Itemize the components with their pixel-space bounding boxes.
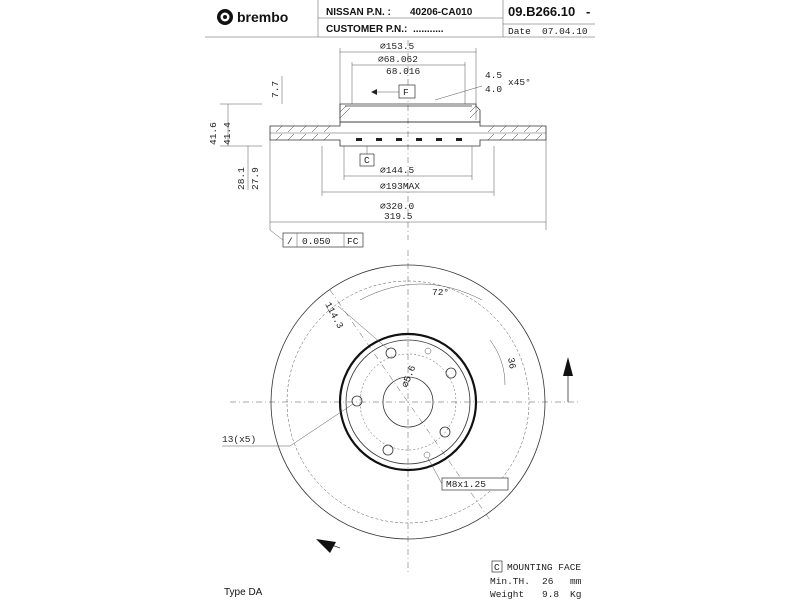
dim-d1445: ∅144.5 (380, 165, 415, 176)
weight-unit: Kg (570, 589, 582, 600)
dim-h414: 41.4 (222, 122, 233, 145)
dim-d68b: 68.016 (386, 66, 421, 77)
notes-block (224, 561, 582, 600)
min-th-label: Min.TH. (490, 576, 530, 587)
bolt-holes (352, 348, 456, 455)
rotation-arrow-right (563, 357, 573, 402)
dim-d320: ∅320.0 (380, 201, 415, 212)
dim-h416: 41.6 (208, 122, 219, 145)
part-number: 09.B266.10 (508, 4, 576, 19)
nissan-pn-value: 40206-CA010 (410, 7, 473, 18)
angle-72: 72° (432, 287, 450, 298)
dim-d68a: ∅68.062 (378, 54, 418, 65)
section-view (208, 40, 546, 247)
dim-d3195: 319.5 (384, 211, 413, 222)
runout-tolerance-frame (270, 230, 363, 247)
runout-ref: FC (347, 236, 359, 247)
date-label: Date (508, 26, 531, 37)
bore-label: ∅5.6 (399, 363, 419, 390)
datum-f: F (403, 87, 409, 98)
min-th-unit: mm (570, 576, 582, 587)
nissan-pn-label: NISSAN P.N. : (326, 7, 391, 18)
dim-chamfer-a: 4.5 (485, 70, 503, 81)
mounting-c: C (494, 562, 500, 573)
thread-callout: M8x1.25 (446, 479, 486, 490)
dim-chamfer-angle: x45° (508, 77, 531, 88)
front-view (222, 250, 580, 575)
dim-h77: 7.7 (270, 80, 281, 98)
type-label: Type DA (224, 587, 263, 598)
weight-value: 9.8 (542, 589, 560, 600)
title-block (205, 0, 595, 37)
datum-c: C (364, 155, 370, 166)
brembo-logo (217, 9, 288, 25)
dim-h279: 27.9 (250, 167, 261, 190)
mounting-face: MOUNTING FACE (507, 562, 582, 573)
pcd-label: 114.3 (322, 300, 346, 331)
runout-value: 0.050 (302, 236, 331, 247)
brand-name: brembo (237, 9, 289, 25)
customer-pn-value: ........... (413, 24, 444, 35)
threaded-holes (424, 348, 431, 458)
holes-callout: 13(x5) (222, 434, 257, 445)
dim-h281: 28.1 (236, 167, 247, 190)
rotation-arrow-bottom (316, 539, 340, 553)
part-number-dash: - (586, 4, 591, 19)
runout-symbol: / (287, 236, 293, 247)
dim-chamfer-b: 4.0 (485, 84, 503, 95)
dim-d153: ∅153.5 (380, 41, 415, 52)
date-value: 07.04.10 (542, 26, 588, 37)
min-th-value: 26 (542, 576, 554, 587)
weight-label: Weight (490, 589, 525, 600)
customer-pn-label: CUSTOMER P.N.: (326, 24, 408, 35)
dim-d193: ∅193MAX (380, 181, 420, 192)
slot-36: 36 (505, 356, 518, 370)
